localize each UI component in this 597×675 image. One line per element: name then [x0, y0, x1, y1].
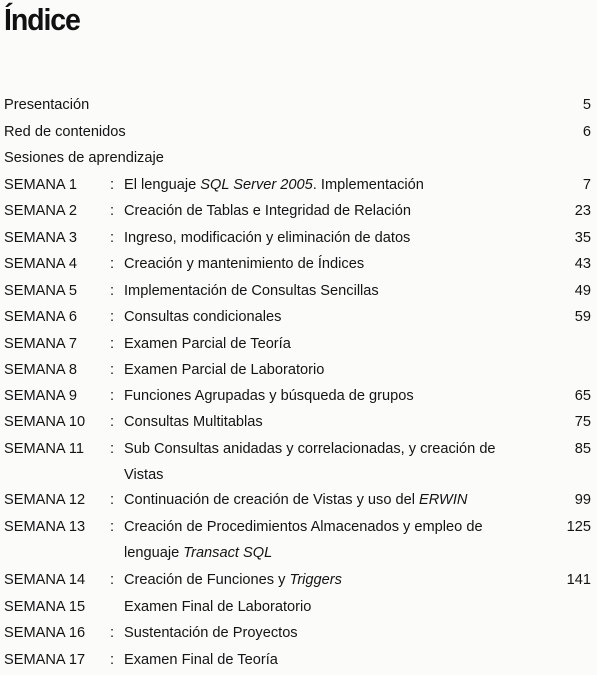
toc-entry-topic-italic: ERWIN	[419, 492, 468, 508]
toc-entry-topic	[124, 572, 342, 589]
toc-entry-page: 85	[574, 441, 591, 457]
toc-entry-separator: :	[110, 177, 115, 193]
toc-entry-page: 23	[574, 203, 591, 219]
toc-entry-week-label: SEMANA 16	[4, 625, 86, 641]
toc-entry-topic	[124, 309, 281, 326]
toc-entry-week-label: SEMANA 6	[4, 309, 77, 325]
toc-entry-topic-text: Consultas condicionales	[124, 309, 282, 325]
toc-entry-page: 59	[574, 309, 591, 325]
toc-entry-week-label: SEMANA 14	[4, 572, 86, 588]
toc-entry-week-label: SEMANA 5	[4, 283, 77, 299]
toc-entry-topic	[124, 203, 411, 220]
toc-entry-topic	[124, 652, 278, 669]
toc-entry-week-label: SEMANA 13	[4, 519, 86, 535]
toc-entry-topic	[124, 256, 364, 273]
toc-entry-topic-text: Examen Parcial de Laboratorio	[124, 362, 325, 378]
toc-entry-separator: :	[110, 309, 115, 325]
toc-entry-week-label: SEMANA 17	[4, 652, 86, 668]
toc-entry-topic-italic: Transact SQL	[183, 545, 273, 561]
toc-entry-separator: :	[110, 414, 115, 430]
toc-entry-separator: :	[110, 519, 115, 535]
toc-entry-page: 65	[574, 388, 591, 404]
toc-entry-topic-text: Implementación de Consultas Sencillas	[124, 283, 379, 299]
toc-entry-separator: :	[110, 625, 115, 641]
toc-entry-page: 6	[582, 124, 591, 140]
toc-entry-week-label: SEMANA 12	[4, 492, 86, 508]
toc-entry-week-label: SEMANA 11	[4, 441, 85, 457]
toc-entry-separator: :	[110, 492, 115, 508]
toc-entry-page: 35	[574, 230, 591, 246]
toc-entry-week-label: SEMANA 2	[4, 203, 77, 219]
toc-entry-separator: :	[110, 362, 115, 378]
toc-entry-week-label: SEMANA 4	[4, 256, 77, 272]
toc-entry-topic-text: Consultas Multitablas	[124, 414, 263, 430]
toc-entry-page: 49	[574, 283, 591, 299]
toc-entry-topic-italic: Triggers	[289, 572, 342, 588]
toc-entry-page: 5	[582, 97, 591, 113]
toc-entry-topic-text: Creación y mantenimiento de Índices	[124, 256, 365, 272]
toc-entry-topic	[124, 362, 324, 379]
toc-entry-week-label: SEMANA 15	[4, 599, 86, 615]
toc-entry-separator: :	[110, 230, 115, 246]
toc-entry-week-label: SEMANA 3	[4, 230, 77, 246]
toc-entry-week-label: SEMANA 10	[4, 414, 86, 430]
toc-entry-topic-text: Examen Final de Teoría	[124, 652, 278, 668]
toc-entry-week-label: SEMANA 8	[4, 362, 77, 378]
toc-entry-topic-text: Creación de Tablas e Integridad de Relación	[124, 203, 411, 219]
toc-entry-topic	[124, 230, 410, 247]
toc-entry-topic-text: Ingreso, modificación y eliminación de datos	[124, 230, 411, 246]
toc-entry-topic-italic: SQL Server 2005	[200, 177, 313, 193]
toc-entry-topic-text: Sustentación de Proyectos	[124, 625, 298, 641]
toc-entry-page: 43	[574, 256, 591, 272]
toc-entry-topic	[124, 414, 263, 431]
toc-entry-page: 141	[566, 572, 591, 588]
toc-entry-topic-text: El lenguaje	[124, 177, 201, 193]
toc-entry-topic	[124, 177, 424, 194]
toc-entry-topic-text: Funciones Agrupadas y búsqueda de grupos	[124, 388, 414, 404]
toc-entry-topic	[124, 492, 467, 509]
toc-entry-page: 75	[574, 414, 591, 430]
toc-entry-separator: :	[110, 652, 115, 668]
toc-entry-topic-text: Creación de Funciones y	[124, 572, 290, 588]
toc-entry-label: Sesiones de aprendizaje	[4, 150, 164, 166]
toc-entry-topic-text: Vistas	[124, 467, 164, 483]
toc-entry-separator: :	[110, 336, 115, 352]
toc-entry-topic	[124, 441, 496, 458]
toc-entry-week-label: SEMANA 1	[4, 177, 77, 193]
toc-entry-topic	[124, 599, 311, 616]
toc-entry-week-label: SEMANA 9	[4, 388, 77, 404]
toc-entry-page: 7	[582, 177, 591, 193]
toc-entry-topic-text: Examen Final de Laboratorio	[124, 599, 312, 615]
toc-entry-topic-text: Continuación de creación de Vistas y uso del	[124, 492, 420, 508]
toc-entry-separator: :	[110, 283, 115, 299]
toc-entry-separator: :	[110, 203, 115, 219]
toc-entry-topic-text: Sub Consultas anidadas y correlacionadas, y creación de	[124, 441, 496, 457]
toc-entry-topic-text: lenguaje	[124, 545, 184, 561]
page-title: Índice	[4, 2, 80, 37]
toc-entry-week-label: SEMANA 7	[4, 336, 77, 352]
toc-entry-separator: :	[110, 388, 115, 404]
toc-entry-topic	[124, 519, 483, 536]
toc-entry-label: Red de contenidos	[4, 124, 126, 140]
toc-entry-topic	[124, 625, 298, 642]
toc-entry-topic	[124, 283, 379, 300]
toc-entry-topic-continuation	[124, 545, 272, 562]
toc-entry-separator: :	[110, 256, 115, 272]
toc-entry-page: 99	[574, 492, 591, 508]
toc-entry-separator: :	[110, 441, 115, 457]
toc-entry-topic	[124, 336, 291, 353]
toc-entry-label: Presentación	[4, 97, 90, 113]
toc-entry-topic-continuation	[124, 467, 163, 484]
toc-entry-separator: :	[110, 572, 115, 588]
toc-entry-topic-text: Examen Parcial de Teoría	[124, 336, 291, 352]
toc-entry-page: 125	[566, 519, 591, 535]
toc-entry-topic	[124, 388, 414, 405]
toc-entry-topic-text: Creación de Procedimientos Almacenados y empleo de	[124, 519, 483, 535]
toc-entry-topic-text-end: . Implementación	[312, 177, 424, 193]
